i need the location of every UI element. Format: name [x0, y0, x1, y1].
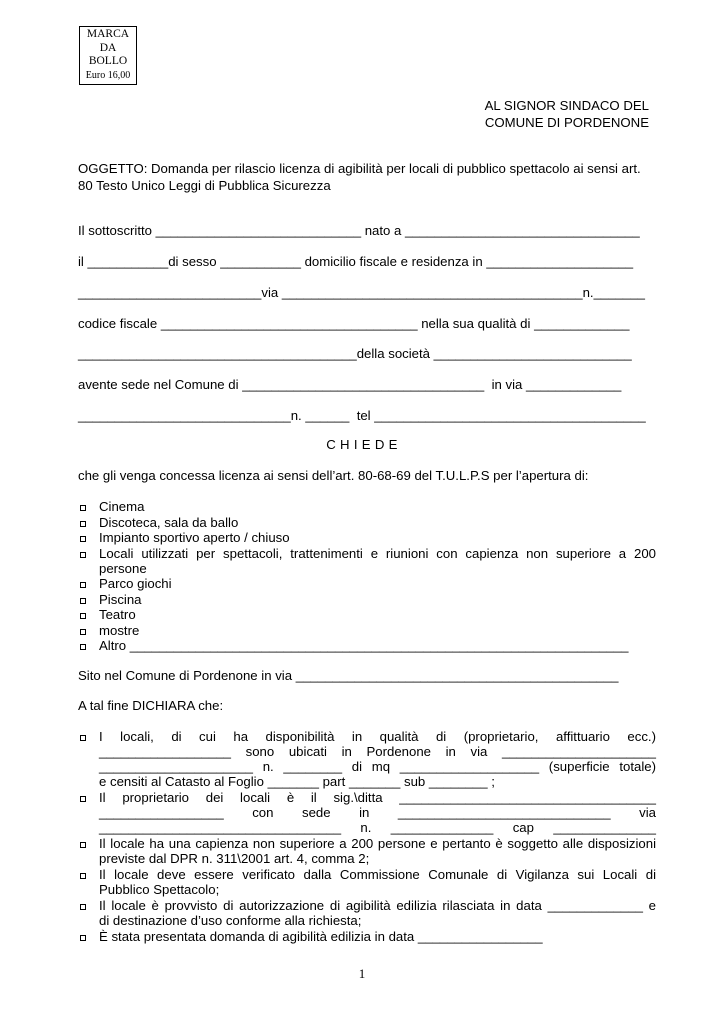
checkbox-altro[interactable]	[80, 644, 86, 650]
dichiara-heading: A tal fine DICHIARA che:	[78, 698, 224, 713]
decl-locali-1: I locali, di cui ha disponibilità in qualità di (proprietario, affittuario ecc.)	[99, 729, 656, 744]
stamp-amount: Euro 16,00	[85, 69, 131, 81]
checkbox-decl-proprietario[interactable]	[80, 796, 86, 802]
chiede-heading: C H I E D E	[326, 437, 398, 452]
stamp-line-3: BOLLO	[88, 55, 128, 67]
decl-agibilita-2: di destinazione d’uso conforme alla richiesta;	[99, 913, 362, 928]
decl-locali-3[interactable]: _____________________ n. ________ di mq ___________________ (superficie totale)	[99, 759, 656, 774]
stamp-line-1: MARCA	[86, 28, 130, 40]
option-altro[interactable]: Altro ____________________________________________________________________	[99, 638, 629, 653]
decl-capienza-1: Il locale ha una capienza non superiore a 200 persone e pertanto è soggetto alle disposizioni	[99, 836, 656, 851]
checkbox-piscina[interactable]	[80, 598, 86, 604]
field-birth-residence[interactable]: il ___________di sesso ___________ domicilio fiscale e residenza in ____________________	[78, 254, 634, 269]
stamp-line-2: DA	[99, 41, 117, 54]
field-codice-fiscale[interactable]: codice fiscale ___________________________________ nella sua qualità di _____________	[78, 316, 630, 331]
request-intro: che gli venga concessa licenza ai sensi dell’art. 80-68-69 del T.U.L.P.S per l’apertura di:	[78, 468, 589, 483]
field-numero-tel[interactable]: _____________________________n. ______ tel _____________________________________	[78, 408, 646, 423]
decl-proprietario-2[interactable]: _________________ con sede in _____________________________ via	[99, 805, 656, 820]
decl-locali-4[interactable]: e censiti al Catasto al Foglio _______ part _______ sub ________ ;	[99, 774, 495, 789]
decl-proprietario-3[interactable]: _________________________________ n. ______________ cap ______________	[99, 820, 656, 835]
field-sito-via[interactable]: Sito nel Comune di Pordenone in via ____________________________________________	[78, 668, 619, 683]
checkbox-impianto-sportivo[interactable]	[80, 536, 86, 542]
option-impianto-sportivo: Impianto sportivo aperto / chiuso	[99, 530, 290, 545]
subject-line-2: 80 Testo Unico Leggi di Pubblica Sicurezza	[78, 178, 331, 193]
checkbox-cinema[interactable]	[80, 505, 86, 511]
field-sede[interactable]: avente sede nel Comune di _________________________________ in via _____________	[78, 377, 622, 392]
checkbox-decl-commissione[interactable]	[80, 873, 86, 879]
decl-commissione-2: Pubblico Spettacolo;	[99, 882, 220, 897]
option-discoteca: Discoteca, sala da ballo	[99, 515, 239, 530]
checkbox-decl-domanda[interactable]	[80, 935, 86, 941]
decl-locali-2[interactable]: __________________ sono ubicati in Pordenone in via _____________________	[99, 744, 656, 759]
checkbox-mostre[interactable]	[80, 629, 86, 635]
field-societa[interactable]: ______________________________________della società ___________________________	[78, 346, 632, 361]
recipient-line-2: COMUNE DI PORDENONE	[484, 115, 649, 130]
revenue-stamp-box	[79, 26, 137, 85]
checkbox-teatro[interactable]	[80, 613, 86, 619]
checkbox-locali-spettacoli[interactable]	[80, 552, 86, 558]
option-mostre: mostre	[99, 623, 140, 638]
option-teatro: Teatro	[99, 607, 136, 622]
recipient-line-1: AL SIGNOR SINDACO DEL	[484, 98, 649, 113]
page-number: 1	[358, 966, 366, 981]
decl-commissione-1: Il locale deve essere verificato dalla Commissione Comunale di Vigilanza sui Locali di	[99, 867, 656, 882]
option-piscina: Piscina	[99, 592, 142, 607]
decl-capienza-2: previste dal DPR n. 311\2001 art. 4, comma 2;	[99, 851, 370, 866]
option-locali-spettacoli-cont: persone	[99, 561, 147, 576]
field-address[interactable]: _________________________via _________________________________________n._______	[78, 285, 645, 300]
decl-agibilita-1[interactable]: Il locale è provvisto di autorizzazione di agibilità edilizia rilasciata in data _____________ e	[99, 898, 656, 913]
subject-line-1: OGGETTO: Domanda per rilascio licenza di agibilità per locali di pubblico spettacolo ai sensi art.	[78, 161, 641, 176]
checkbox-discoteca[interactable]	[80, 521, 86, 527]
option-locali-spettacoli: Locali utilizzati per spettacoli, trattenimenti e riunioni con capienza non superiore a 200	[99, 546, 656, 561]
checkbox-parco-giochi[interactable]	[80, 582, 86, 588]
field-sottoscritto[interactable]: Il sottoscritto ____________________________ nato a ________________________________	[78, 223, 640, 238]
option-cinema: Cinema	[99, 499, 145, 514]
checkbox-decl-locali[interactable]	[80, 735, 86, 741]
checkbox-decl-capienza[interactable]	[80, 842, 86, 848]
decl-proprietario-1[interactable]: Il proprietario dei locali è il sig.\ditta ___________________________________	[99, 790, 656, 805]
option-parco-giochi: Parco giochi	[99, 576, 172, 591]
checkbox-decl-agibilita[interactable]	[80, 904, 86, 910]
decl-domanda[interactable]: È stata presentata domanda di agibilità edilizia in data _________________	[99, 929, 543, 944]
